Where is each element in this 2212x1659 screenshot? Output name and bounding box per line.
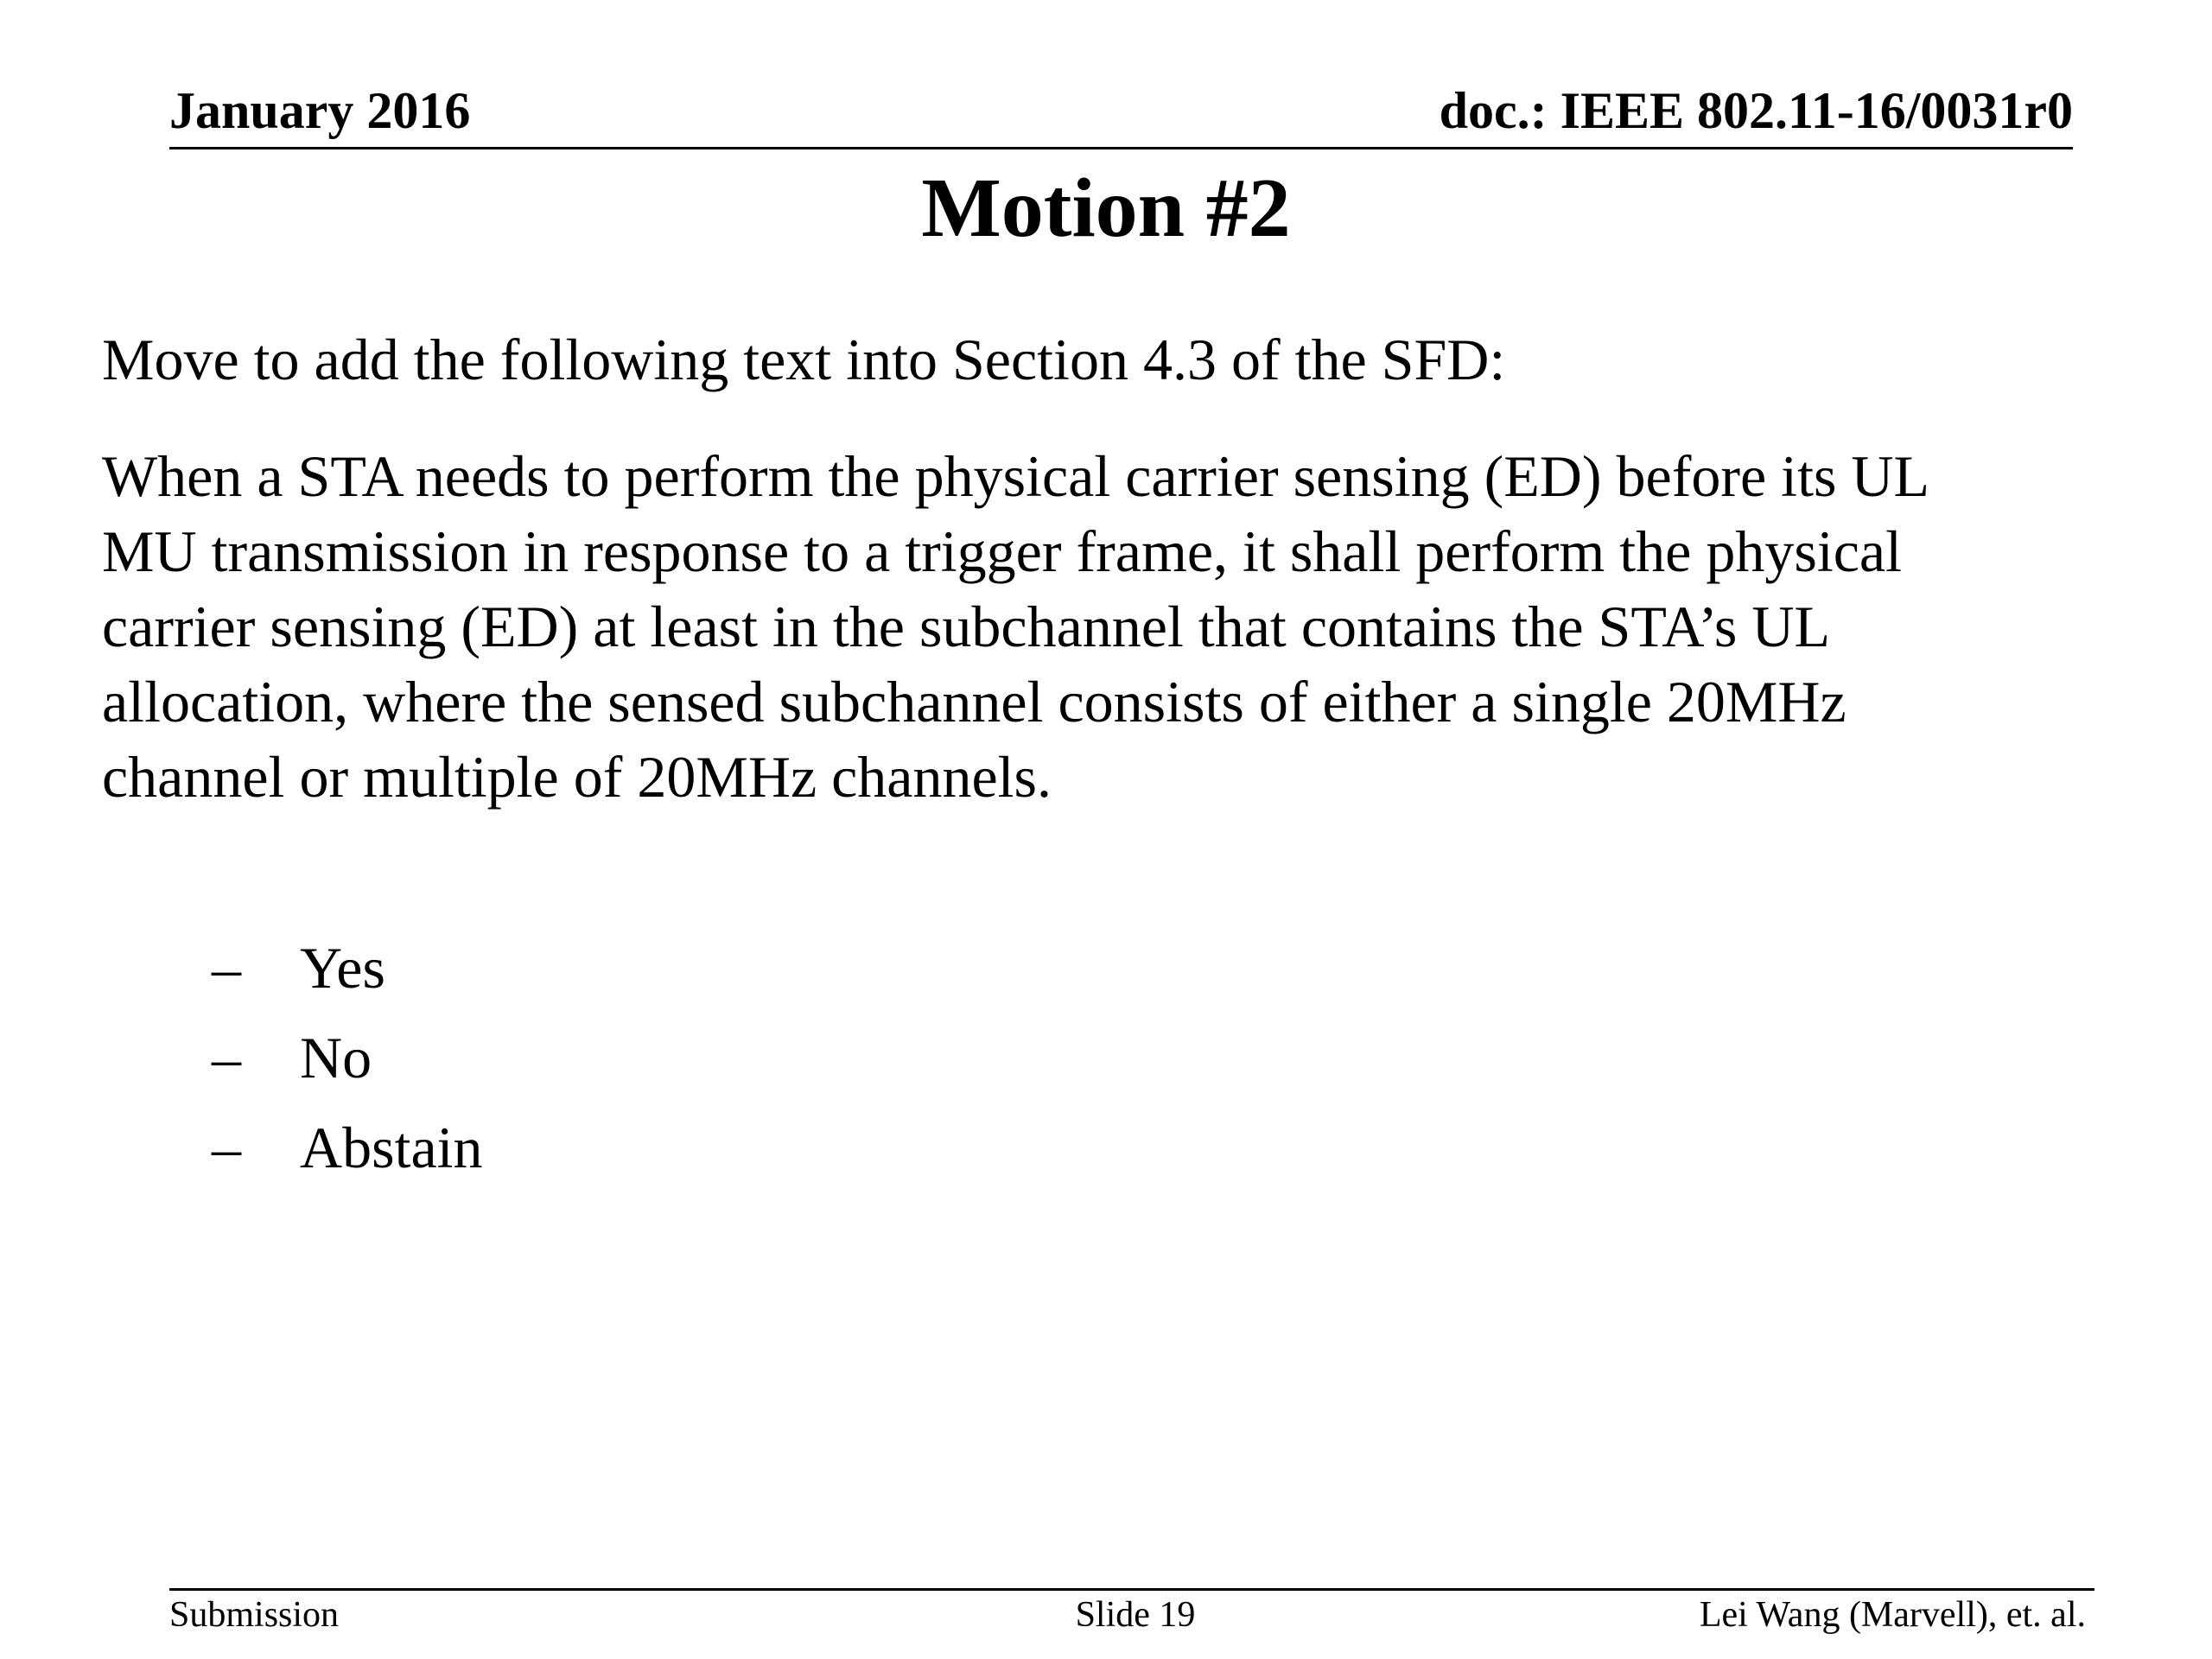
- motion-text-line: channel or multiple of 20MHz channels.: [102, 744, 1052, 810]
- header-date: January 2016: [169, 82, 471, 139]
- footer-slide-number: Slide 19: [1075, 1595, 1196, 1635]
- vote-option-label: No: [300, 1025, 372, 1090]
- bullet-dash: –: [212, 935, 241, 1001]
- motion-text: [102, 439, 2115, 815]
- motion-text-line: When a STA needs to perform the physical carrier sensing (ED) before its UL: [102, 443, 1930, 509]
- vote-option-no: [212, 1025, 483, 1118]
- vote-option-abstain: [212, 1115, 483, 1208]
- vote-option-label: Abstain: [300, 1115, 483, 1180]
- vote-options: [212, 935, 483, 1208]
- vote-option-label: Yes: [300, 935, 385, 1001]
- slide-title: Motion #2: [921, 162, 1291, 255]
- footer-author: Lei Wang (Marvell), et. al.: [1699, 1595, 2086, 1635]
- footer-divider: [169, 1588, 2094, 1591]
- motion-text-line: allocation, where the sensed subchannel consists of either a single 20MHz: [102, 669, 1847, 734]
- motion-text-line: carrier sensing (ED) at least in the subchannel that contains the STA’s UL: [102, 594, 1830, 659]
- vote-option-yes: [212, 935, 483, 1028]
- bullet-dash: –: [212, 1025, 241, 1090]
- bullet-dash: –: [212, 1115, 241, 1180]
- motion-text-line: MU transmission in response to a trigger frame, it shall perform the physical: [102, 518, 1902, 584]
- motion-intro: Move to add the following text into Section 4.3 of the SFD:: [102, 327, 1506, 392]
- header-doc-id: doc.: IEEE 802.11-16/0031r0: [1439, 82, 2073, 139]
- header-divider: [169, 147, 2073, 149]
- footer-submission: Submission: [169, 1595, 340, 1635]
